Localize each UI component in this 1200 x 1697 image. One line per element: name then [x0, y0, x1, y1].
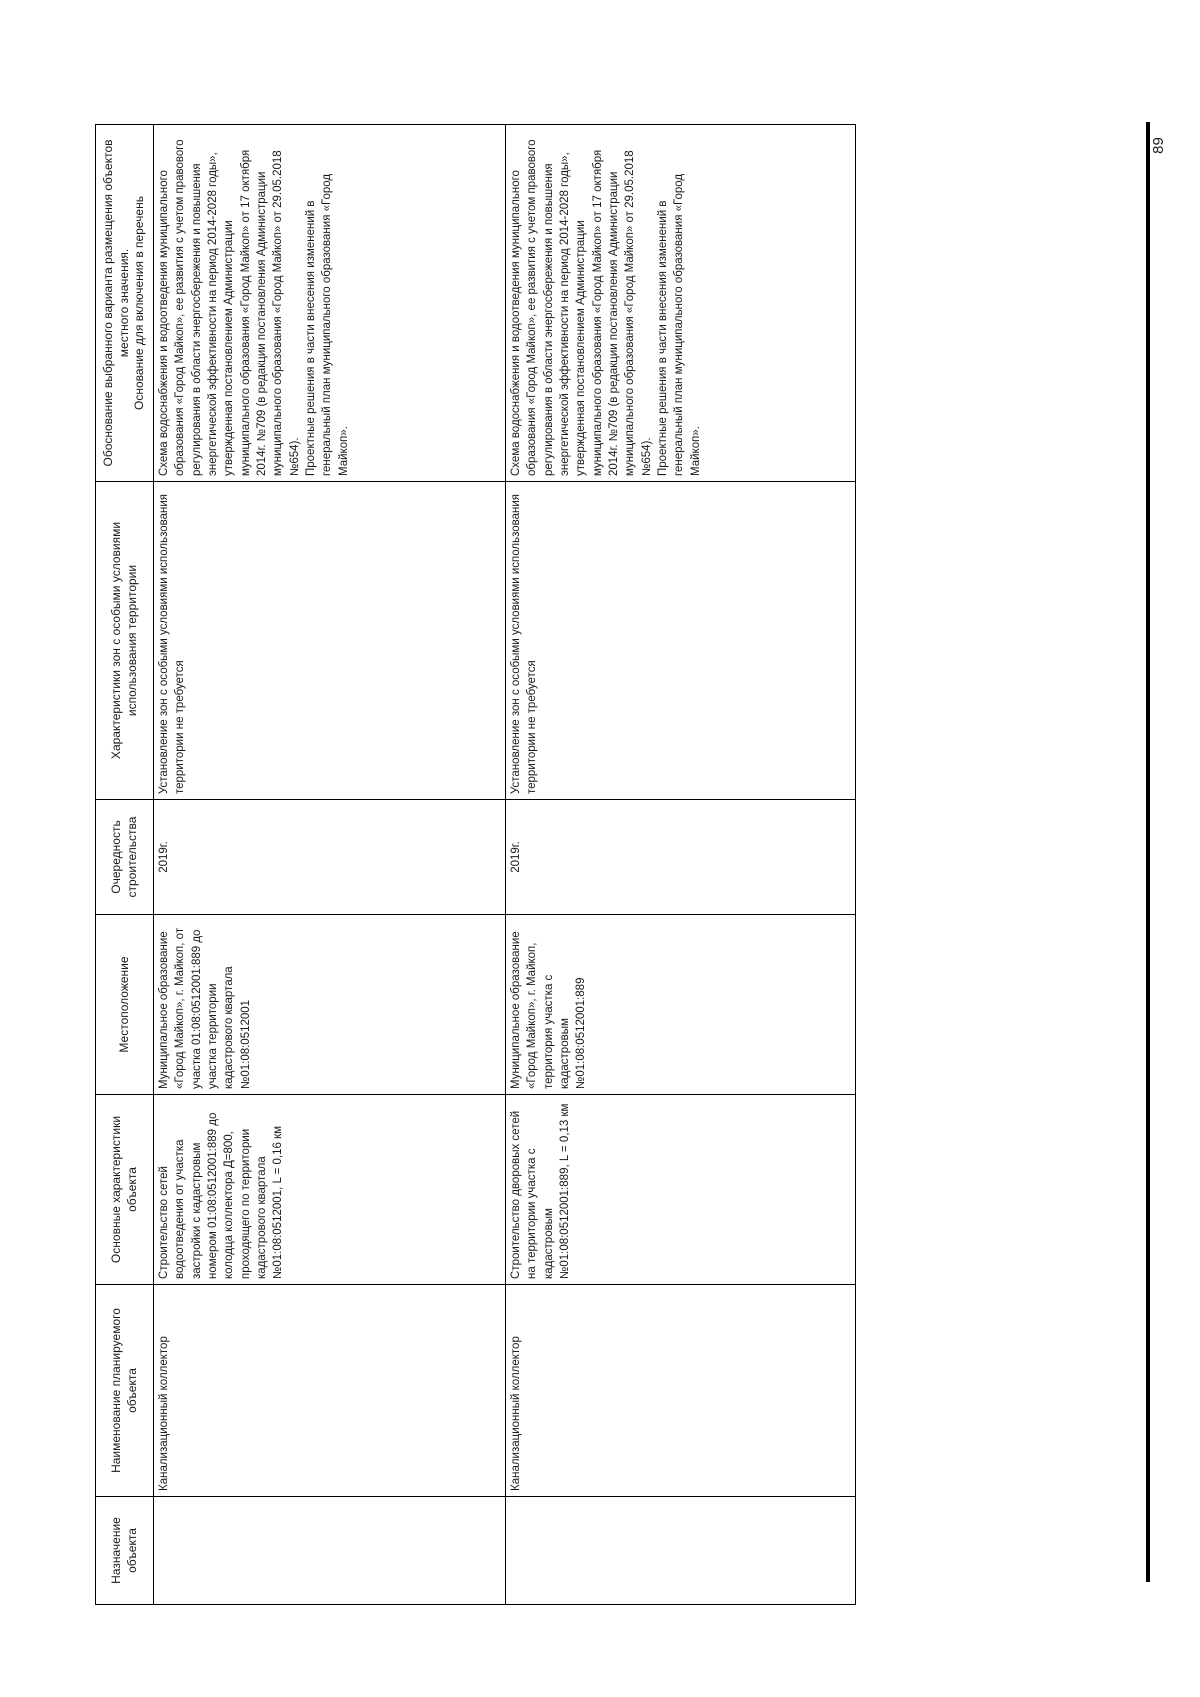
cell-location: Муниципальное образование «Город Майкоп», г. Майкоп, от участка 01:08:0512001:889 до участка территории кадастрового квартала №01:08:0512001	[154, 915, 506, 1095]
table-row	[154, 125, 506, 1605]
objects-table	[95, 124, 856, 1605]
header-justification-line1: Обоснование выбранного варианта размещения объектов местного значения.	[101, 139, 131, 467]
header-justification-line2: Основание для включения в перечень	[132, 196, 147, 410]
header-zones: Характеристики зон с особыми условиями использования территории	[96, 482, 154, 800]
header-location: Местоположение	[96, 915, 154, 1095]
cell-justification: Схема водоснабжения и водоотведения муниципального образования «Город Майкоп», ее развития с учетом правового регулирования в области энергосбережения и повышения энергетической эффективности на период 2014-2028 годы», утвержденная постановлением Администрации муниципального образования «Город Майкоп» от 17 октября 2014г. №709 (в редакции постановления Администрации муниципального образования «Город Майкоп» от 29.05.2018 №654). Проектные решения в части внесения изменений в генеральный план муниципального образования «Город Майкоп».	[506, 125, 856, 482]
header-row	[96, 125, 154, 1605]
cell-location: Муниципальное образование «Город Майкоп», г. Майкоп, территория участка с кадастровым №01:08:0512001:889	[506, 915, 856, 1095]
header-priority: Очередность строительства	[96, 800, 154, 915]
cell-zones: Установление зон с особыми условиями использования территории не требуется	[506, 482, 856, 800]
table-row	[506, 125, 856, 1605]
page-rule	[1146, 122, 1150, 1582]
cell-justification: Схема водоснабжения и водоотведения муниципального образования «Город Майкоп», ее развития с учетом правового регулирования в области энергосбережения и повышения энергетической эффективности на период 2014-2028 годы», утвержденная постановлением Администрации муниципального образования «Город Майкоп» от 17 октября 2014г. №709 (в редакции постановления Администрации муниципального образования «Город Майкоп» от 29.05.2018 №654). Проектные решения в части внесения изменений в генеральный план муниципального образования «Город Майкоп».	[154, 125, 506, 482]
header-name: Наименование планируемого объекта	[96, 1285, 154, 1497]
cell-purpose	[154, 1497, 506, 1605]
cell-priority: 2019г.	[506, 800, 856, 915]
cell-purpose	[506, 1497, 856, 1605]
rotated-table-container	[95, 125, 855, 1605]
page-number: 89	[1149, 137, 1167, 154]
header-justification	[96, 125, 154, 482]
cell-priority: 2019г.	[154, 800, 506, 915]
header-characteristics: Основные характеристики объекта	[96, 1095, 154, 1285]
cell-zones: Установление зон с особыми условиями использования территории не требуется	[154, 482, 506, 800]
cell-name: Канализационный коллектор	[506, 1285, 856, 1497]
cell-characteristics: Строительство дворовых сетей на территории участка с кадастровым №01:08:0512001:889, L = 0,13 км	[506, 1095, 856, 1285]
cell-characteristics: Строительство сетей водоотведения от участка застройки с кадастровым номером 01:08:0512001:889 до колодца коллектора Д=800, проходящего по территории кадастрового квартала №01:08:0512001, L = 0,16 км	[154, 1095, 506, 1285]
header-purpose: Назначение объекта	[96, 1497, 154, 1605]
cell-name: Канализационный коллектор	[154, 1285, 506, 1497]
